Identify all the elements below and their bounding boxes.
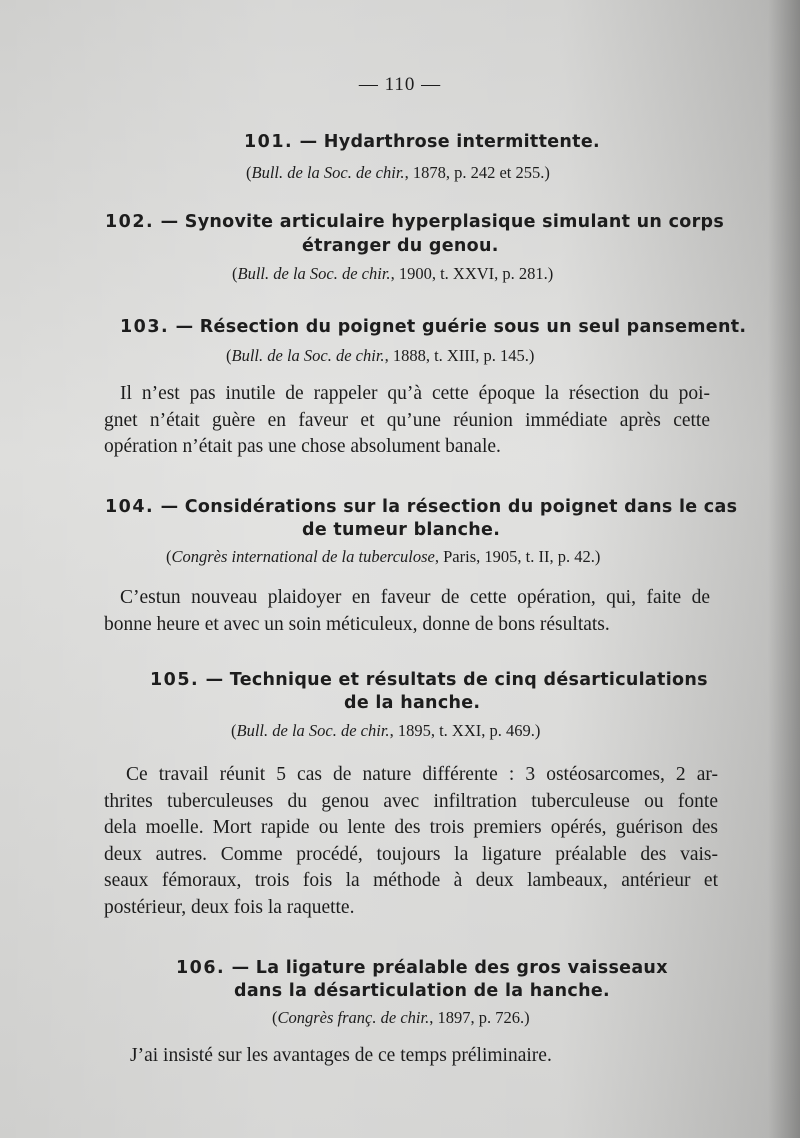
reference-details: , 1878, p. 242 et 255.) [404, 163, 550, 182]
entry-102-title [105, 210, 724, 235]
entry-102-reference: (Bull. de la Soc. de chir., 1900, t. XXVI, p. 281.) [232, 264, 554, 283]
entry-number: 102. [105, 212, 155, 232]
body-line: J’ai insisté sur les avantages de ce temps préliminaire. [130, 1045, 552, 1066]
reference-details: , 1895, t. XXI, p. 469.) [389, 721, 541, 740]
page-number: — 110 — [358, 74, 442, 95]
entry-105-title [150, 668, 708, 693]
entry-title-line: — Considérations sur la résection du poignet dans le cas [160, 497, 738, 517]
entry-104-title-line-2: de tumeur blanche. [302, 520, 501, 540]
reference-source: Bull. de la Soc. de chir. [236, 721, 390, 740]
entry-102-title-line-2: étranger du genou. [302, 236, 499, 256]
reference-source: Bull. de la Soc. de chir. [251, 163, 405, 182]
entry-106-body [104, 1043, 718, 1070]
entry-title-line: — Hydarthrose intermittente. [299, 132, 600, 152]
entry-title-line: — Synovite articulaire hyperplasique simulant un corps [160, 212, 725, 232]
entry-101-reference: (Bull. de la Soc. de chir., 1878, p. 242 et 255.) [246, 163, 550, 182]
body-line: deux autres. Comme procédé, toujours la ligature préalable des vais- [104, 843, 718, 865]
reference-details: , 1897, p. 726.) [429, 1008, 530, 1027]
entry-101-title [244, 130, 600, 155]
reference-source: Congrès franç. de chir. [277, 1008, 430, 1027]
entry-105-title-line-2: de la hanche. [344, 693, 481, 713]
entry-105-reference: (Bull. de la Soc. de chir., 1895, t. XXI, p. 469.) [231, 721, 541, 740]
body-line: Ce travail réunit 5 cas de nature différente : 3 ostéosarcomes, 2 ar- [126, 764, 718, 785]
entry-number: 105. [150, 670, 200, 690]
body-line: thrites tuberculeuses du genou avec infiltration tuberculeuse ou fonte [104, 790, 718, 812]
entry-title-line: — Technique et résultats de cinq désarticulations [205, 670, 708, 690]
entry-105-body [104, 762, 718, 921]
body-line: bonne heure et avec un soin méticuleux, donne de bons résultats. [104, 613, 610, 635]
entry-106-title [176, 956, 668, 981]
entry-title-line: — La ligature préalable des gros vaisseaux [231, 958, 668, 978]
body-line: Il n’est pas inutile de rappeler qu’à cette époque la résection du poi- [120, 383, 710, 404]
reference-source: Bull. de la Soc. de chir. [231, 346, 385, 365]
entry-104-title [105, 495, 737, 520]
entry-number: 101. [244, 132, 294, 152]
entry-103-reference: (Bull. de la Soc. de chir., 1888, t. XIII, p. 145.) [226, 346, 535, 365]
body-line: postérieur, deux fois la raquette. [104, 896, 355, 918]
body-line: dela moelle. Mort rapide ou lente des trois premiers opérés, guérison des [104, 817, 718, 838]
body-line: opération n’était pas une chose absolument banale. [104, 436, 501, 457]
entry-number: 103. [120, 317, 170, 337]
entry-103-body [104, 381, 710, 461]
reference-details: , 1888, t. XIII, p. 145.) [384, 346, 535, 365]
reference-details: , 1900, t. XXVI, p. 281.) [390, 264, 554, 283]
body-line: seaux fémoraux, trois fois la méthode à deux lambeaux, antérieur et [104, 870, 718, 891]
body-line: gnet n’était guère en faveur et qu’une réunion immédiate après cette [104, 409, 710, 431]
reference-details: , Paris, 1905, t. II, p. 42.) [434, 547, 601, 566]
entry-104-reference: (Congrès international de la tuberculose, Paris, 1905, t. II, p. 42.) [166, 547, 601, 566]
body-line: C’estun nouveau plaidoyer en faveur de cette opération, qui, faite de [120, 587, 710, 608]
entry-title-line: — Résection du poignet guérie sous un seul pansement. [175, 317, 747, 337]
entry-106-reference: (Congrès franç. de chir., 1897, p. 726.) [272, 1008, 530, 1027]
entry-104-body [104, 585, 710, 638]
entry-number: 104. [105, 497, 155, 517]
reference-source: Bull. de la Soc. de chir. [237, 264, 391, 283]
entry-106-title-line-2: dans la désarticulation de la hanche. [234, 981, 610, 1001]
entry-103-title [120, 315, 746, 340]
entry-number: 106. [176, 958, 226, 978]
reference-source: Congrès international de la tuberculose [171, 547, 435, 566]
